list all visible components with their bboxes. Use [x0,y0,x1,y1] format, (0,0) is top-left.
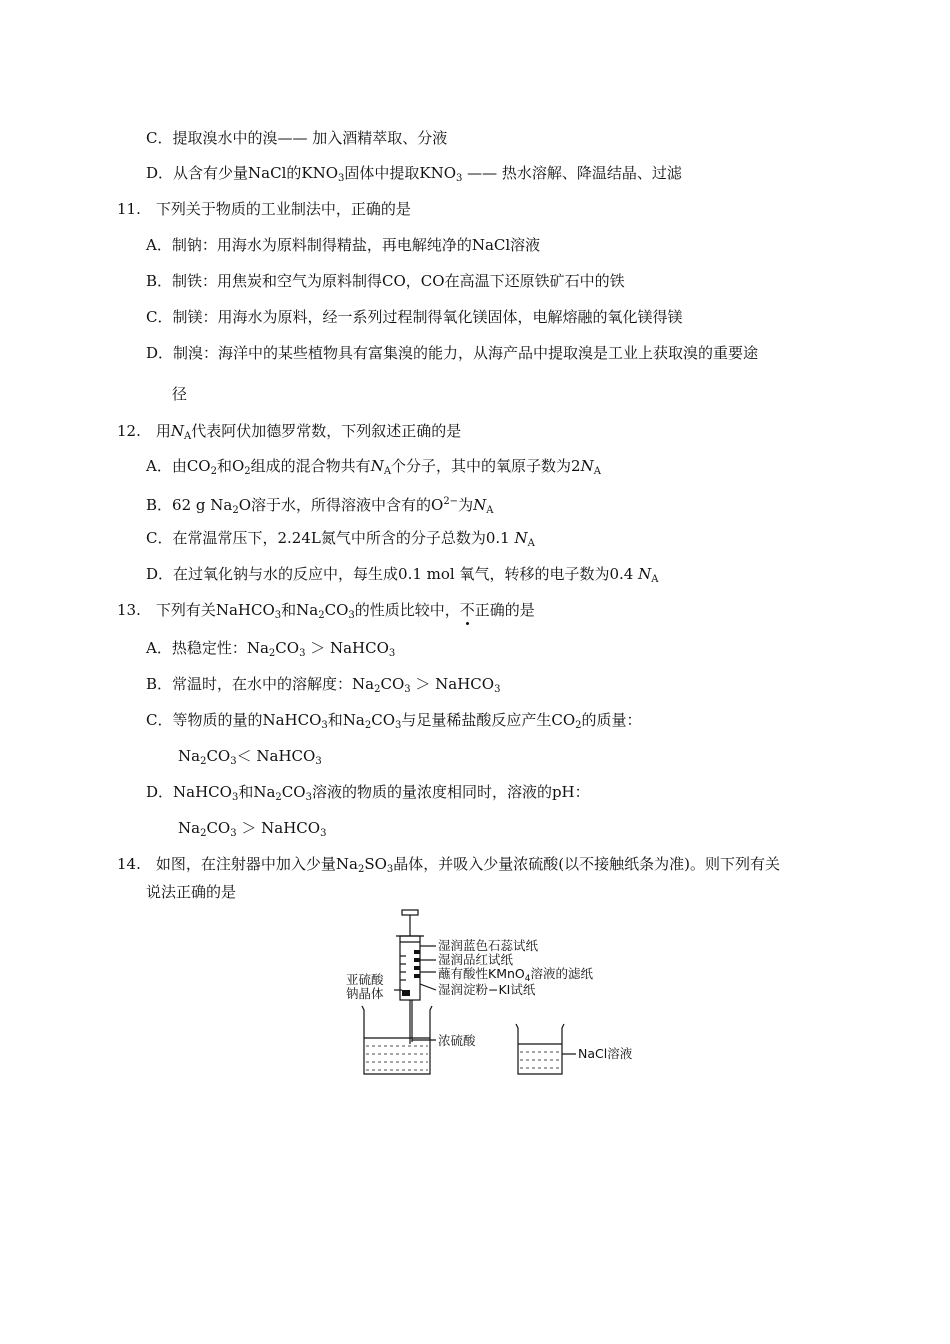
q12-option-d: D．在过氧化钠与水的反应中，每生成0.1 mol 氧气，转移的电子数为0.4 $N_A$ [146,565,659,585]
paper-strip-1 [414,950,420,954]
apparatus-figure [340,906,640,1082]
q13-option-d-cont: $Na_2CO_3$ ＞ NaHCO$_3$ [178,819,327,839]
q13-option-d: D．NaHCO$_3$和$Na_2CO_3$溶液的物质的量浓度相同时，溶液的pH： [146,783,590,803]
emphasis-dot-text: 不 [459,601,475,619]
q14-stem-cont: 说法正确的是 [146,883,237,901]
q11-option-d-cont: 径 [172,385,188,403]
label-crystal-2: 钠晶体 [346,986,384,1001]
q13-option-a: A．热稳定性：$Na_2CO_3$ ＞ NaHCO$_3$ [146,639,396,659]
label-ki-paper: 湿润淀粉−KI试纸 [438,982,536,997]
paper-strip-2 [414,958,420,962]
q13-option-c-cont: $Na_2CO_3<$ NaHCO$_3$ [178,747,322,767]
q11-stem: 11. 下列关于物质的工业制法中，正确的是 [117,200,411,218]
q11-option-c: C．制镁：用海水为原料，经一系列过程制得氧化镁固体，电解熔融的氧化镁得镁 [146,308,683,326]
label-kmno4-paper: 蘸有酸性KMnO$_4$溶液的滤纸 [438,966,593,984]
q12-option-c: C．在常温常压下，2.24L氮气中所含的分子总数为0.1 $N_A$ [146,529,535,549]
q11-option-a: A．制钠：用海水为原料制得精盐，再电解纯净的NaCl溶液 [146,236,541,254]
q12-option-a: A．由$CO_2$和$O_2$组成的混合物共有$N_A$个分子，其中的氧原子数为$2N_A$ [146,457,601,477]
label-nacl-solution: NaCl溶液 [578,1046,633,1061]
q13-option-c: C．等物质的量的NaHCO$_3$和$Na_2CO_3$与足量稀盐酸反应产生$CO_2$的质量： [146,711,642,731]
q10-option-c: C．提取溴水中的溴—— 加入酒精萃取、分液 [146,129,448,147]
crystal [402,990,410,996]
q11-option-d: D．制溴：海洋中的某些植物具有富集溴的能力，从海产品中提取溴是工业上获取溴的重要途 [146,344,759,362]
q12-option-b: B．62 g $Na_2O$溶于水，所得溶液中含有的$O^{2-}$为$N_A$ [146,496,494,516]
q13-option-b: B．常温时，在水中的溶解度：$Na_2CO_3$ ＞ NaHCO$_3$ [146,675,501,695]
q10-option-d: D．从含有少量NaCl的$KNO_3$固体中提取$KNO_3$ —— 热水溶解、降温结晶、过滤 [146,164,682,184]
q12-stem: 12. 用$N_A$代表阿伏加德罗常数，下列叙述正确的是 [117,422,462,442]
label-magenta-paper: 湿润品红试纸 [438,952,514,967]
syringe-plunger-cap [402,910,418,915]
label-blue-litmus: 湿润蓝色石蕊试纸 [438,938,539,953]
paper-strip-3 [414,966,420,970]
q14-stem: 14. 如图，在注射器中加入少量$Na_2SO_3$晶体，并吸入少量浓硫酸(以不接触纸条为准)。则下列有关 [117,855,780,875]
q11-option-b: B．制铁：用焦炭和空气为原料制得CO，CO在高温下还原铁矿石中的铁 [146,272,625,290]
label-crystal-1: 亚硫酸 [346,972,384,987]
q13-stem: 13. 下列有关NaHCO$_3$和$Na_2CO_3$的性质比较中，不正确的是 [117,601,535,621]
label-conc-acid: 浓硫酸 [438,1033,476,1048]
paper-strip-4 [414,974,420,978]
beaker-right [516,1024,564,1074]
